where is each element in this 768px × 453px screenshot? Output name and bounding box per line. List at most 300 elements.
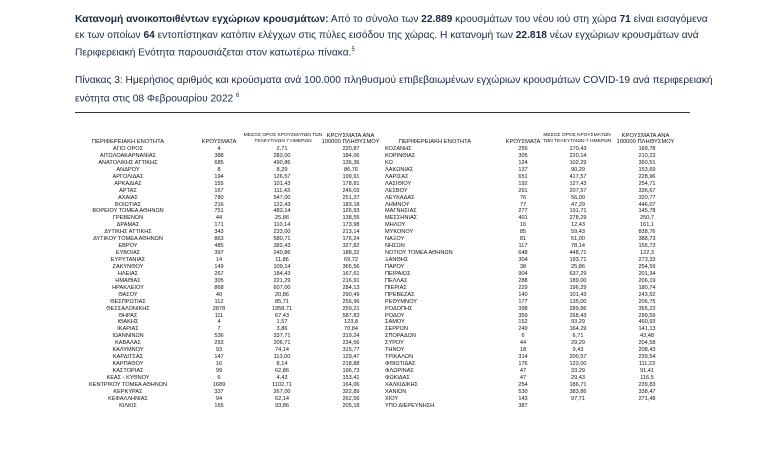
table-cell: 388 [214, 152, 224, 159]
header-region-right: ΠΕΡΙΦΕΡΕΙΑΚΗ ΕΝΟΤΗΤΑ [398, 139, 472, 145]
table-cell: 99 [215, 368, 223, 374]
table-cell: 206,75 [638, 298, 656, 305]
table-cell: 191,71 [569, 208, 587, 215]
table-cell: 259,21 [342, 305, 360, 312]
table-cell: 113,00 [273, 354, 291, 361]
table-cell: 29,43 [571, 374, 585, 381]
table-cell: 1102,71 [272, 381, 292, 388]
table-cell: ΤΗΝΟΥ [385, 347, 405, 354]
table-cell: ΑΡΓΟΛΙΔΑΣ [112, 173, 144, 180]
caption-footnote-ref: 6 [236, 92, 240, 99]
table-cell: 388,73 [638, 236, 656, 243]
table-cell: ΑΙΤΩΛΟΑΚΑΡΝΑΝΙΑΣ [99, 152, 157, 159]
table-cell: 4 [217, 146, 221, 152]
table-cell: 112 [214, 298, 224, 305]
table-cell: ΑΝΔΡΟΥ [116, 166, 140, 173]
table-cell: ΛΕΥΚΑΔΑΣ [385, 194, 415, 201]
table-cell: 417,57 [569, 173, 587, 180]
table-cell: 234,56 [342, 340, 360, 347]
table-cell: 91,41 [640, 368, 654, 374]
table-cell: 77 [519, 201, 527, 208]
table-cell: ΡΟΔΟΠΗΣ [385, 305, 413, 312]
table-cell: 171 [214, 222, 224, 229]
table-cell: ΕΒΡΟΥ [118, 243, 138, 250]
table-cell: 184,43 [273, 270, 291, 277]
table-cell: 186,71 [569, 381, 587, 388]
table-cell: ΑΡΚΑΔΙΑΣ [114, 180, 142, 187]
table-cell: 216 [214, 201, 224, 208]
table-cell: ΛΗΜΝΟΥ [385, 201, 410, 208]
table-cell: ΜΥΚΟΝΟΥ [385, 229, 414, 236]
table-cell: 102,29 [569, 159, 587, 166]
table-cell: ΑΡΤΑΣ [119, 187, 137, 194]
table-cell: ΠΑΡΟΥ [385, 263, 405, 270]
table-cell: 8,29 [276, 166, 288, 173]
table-cell: 129,47 [342, 354, 360, 361]
table-cell [616, 403, 678, 410]
table-cell: ΑΝΑΤΟΛΙΚΗΣ ΑΤΤΙΚΗΣ [98, 159, 158, 166]
table-cell: 153,41 [342, 374, 360, 381]
table_right-col-region [385, 146, 483, 410]
table-cell: ΙΘΑΚΗΣ [117, 319, 139, 326]
table-cell: 11,86 [275, 257, 289, 263]
table-cell: 9,43 [572, 347, 584, 354]
table-cell: ΚΕΑΣ - ΚΥΘΝΟΥ [106, 374, 150, 381]
table-cell: 277 [518, 208, 528, 215]
table-cell: 201,34 [638, 270, 656, 277]
table-cell: 207,57 [569, 187, 587, 194]
table-cell: 20,86 [275, 291, 289, 298]
table-cell: 490,86 [273, 159, 291, 166]
table-cell: 183,18 [342, 201, 360, 208]
table-cell: ΣΕΡΡΩΝ [385, 326, 408, 333]
table-cell: 196,73 [342, 368, 360, 374]
table-cell: 167 [214, 187, 224, 194]
table-cell: 305 [214, 277, 224, 284]
table-cell: 221,29 [273, 277, 291, 284]
table-cell: ΚΑΒΑΛΑΣ [115, 340, 141, 347]
table-cell: 387 [518, 402, 528, 409]
table-cell: 2878 [212, 305, 226, 312]
table-cell: 401 [518, 215, 528, 222]
paragraph-text-3: είναι εισαγόμενα εκ των οποίων [75, 14, 708, 41]
table-cell: 320,77 [638, 194, 656, 201]
table-cell: 69,72 [344, 257, 358, 263]
table-cell: 149 [214, 263, 224, 270]
table-cell: 220,87 [342, 146, 360, 152]
table-cell: 359 [518, 312, 528, 319]
table-cell: ΒΟΡΕΙΟΥ ΤΟΜΕΑ ΑΘΗΝΩΝ [92, 208, 164, 215]
table-cell: 8,14 [276, 361, 288, 368]
table-cell: 16 [215, 361, 223, 368]
table-cell: 397 [214, 250, 224, 257]
paragraph-text-1: Από το σύνολο των [328, 14, 422, 25]
table_right-col-cases [500, 146, 546, 410]
table-cell: 216,91 [342, 277, 360, 284]
table-cell: 38 [519, 263, 527, 270]
table-cell: 93 [215, 347, 223, 354]
table-cell: 299,59 [638, 312, 656, 319]
table-cell [542, 403, 614, 410]
table-cell: 343 [214, 229, 224, 236]
table-cell: 206,71 [273, 340, 291, 347]
table-cell: 169,78 [638, 146, 656, 152]
table-cell: 51,00 [571, 236, 585, 243]
table-cell: ΚΑΡΔΙΤΣΑΣ [112, 354, 144, 361]
table-cell: 94 [215, 395, 223, 402]
table-cell: 176 [518, 361, 528, 368]
header-cases-right: ΚΡΟΥΣΜΑΤΑ [505, 139, 541, 145]
table-cell: 536 [214, 333, 224, 340]
table-cell: ΦΩΚΙΔΑΣ [385, 374, 410, 381]
table-cell: 85,71 [275, 298, 289, 305]
table-cell: 338,47 [638, 388, 656, 395]
table-cell: 685 [214, 159, 224, 166]
table-cell: 138,55 [342, 215, 360, 222]
table-cell: 152 [518, 319, 528, 326]
table-cell: 33,29 [571, 368, 585, 374]
table-cell: 59,43 [571, 229, 585, 236]
table-cell: 1,57 [276, 319, 288, 326]
table-cell: 123,00 [569, 361, 587, 368]
table-cell: 44 [215, 215, 223, 222]
table_left-col-cases [196, 146, 242, 410]
table-cell: ΤΡΙΚΑΛΩΝ [385, 354, 414, 361]
table-cell: 485 [214, 243, 224, 250]
table-cell: ΧΙΟΥ [385, 395, 399, 402]
table-cell: ΗΜΑΘΙΑΣ [115, 277, 141, 284]
table-cell: 240,86 [273, 250, 291, 257]
caption-text: Πίνακας 3: Ημερήσιος αριθμός και κρούσματα ανά 100.000 πληθυσμού επιβεβαιωμένων εγχώριων κρουσμάτων COVID-19 ανά περιφερειακή ενότητα στις 08 Φεβρουαρίου 2022 [75, 75, 713, 104]
table-cell: 110,14 [273, 222, 291, 229]
table-cell: ΙΚΑΡΙΑΣ [117, 326, 139, 333]
table-cell: 81 [519, 236, 527, 243]
table-cell: 78,14 [571, 243, 585, 250]
table-cell: 126,93 [342, 208, 360, 215]
table-cell: 93,29 [571, 319, 585, 326]
table-cell: 587,83 [342, 312, 360, 319]
table-cell: 4,43 [276, 374, 288, 381]
table-cell: 336,67 [638, 187, 656, 194]
table-cell: 170,43 [569, 146, 587, 152]
table-cell: 262,56 [342, 395, 360, 402]
table-cell: 239,83 [638, 381, 656, 388]
table-cell: 863 [214, 236, 224, 243]
table-cell: 268,43 [569, 312, 587, 319]
table-cell: 398 [518, 305, 528, 312]
table-cell: 243,52 [638, 291, 656, 298]
table-cell: 14 [215, 257, 223, 263]
table-cell: ΣΥΡΟΥ [385, 340, 404, 347]
table-cell: 278,29 [569, 215, 587, 222]
table-cell: ΚΟΖΑΝΗΣ [385, 146, 412, 152]
table-cell: 56,00 [571, 194, 585, 201]
table-cell: 6,71 [572, 333, 584, 340]
table-cell: ΔΥΤΙΚΗΣ ΑΤΤΙΚΗΣ [104, 229, 152, 236]
paragraph-text-2: κρουσμάτων του νέου ιού στη χώρα [452, 14, 620, 25]
table-cell: ΥΠΟ ΔΙΕΡΕΥΝΗΣΗ [385, 402, 435, 409]
table-cell: 254 [518, 381, 528, 388]
table-cell: ΝΗΣΩΝ [385, 243, 405, 250]
table-cell: 4 [217, 319, 221, 326]
table-cell: 177 [518, 298, 528, 305]
table-cell: 189,00 [569, 277, 587, 284]
intro-paragraph [75, 12, 715, 61]
table-cell: 530 [518, 388, 528, 395]
table-cell: ΦΛΩΡΙΝΑΣ [385, 368, 414, 374]
table-cell: 184,06 [342, 152, 360, 159]
table-cell: 6 [217, 374, 221, 381]
table-cell: 267 [214, 270, 224, 277]
table-cell: ΛΑΣΙΘΙΟΥ [385, 180, 412, 187]
table-cell: 145,78 [638, 208, 656, 215]
table-cell: ΛΑΚΩΝΙΑΣ [385, 166, 414, 173]
table-cell: 180,74 [638, 284, 656, 291]
table-cell: 111,23 [638, 361, 656, 368]
table-cell: 383,86 [569, 388, 587, 395]
table-cell: 193,71 [569, 257, 587, 263]
table-cell: 382,43 [273, 243, 291, 250]
paragraph-text-5: νέων εγχώριων κρουσμάτων ανά Περιφερειακή Ενότητα παρουσιάζεται στον κατωτέρω πίνακα. [75, 29, 699, 59]
table-cell: 173,98 [342, 222, 360, 229]
table-cell: 228,96 [638, 173, 656, 180]
table-cell: 319,24 [342, 333, 360, 340]
table-cell: 122,43 [273, 201, 291, 208]
table-cell: 7 [217, 326, 221, 333]
table-cell: 137 [518, 166, 528, 173]
table-cell: 192 [518, 180, 528, 187]
table-cell: 117 [518, 243, 528, 250]
table-cell: 70,84 [344, 326, 358, 333]
table-cell: ΜΑΓΝΗΣΙΑΣ [385, 208, 417, 215]
table-cell: 290,49 [342, 291, 360, 298]
table-cell: 101,43 [569, 291, 587, 298]
table-cell: ΑΓΙΟ ΟΡΟΣ [112, 146, 144, 152]
table-cell: 284,13 [342, 284, 360, 291]
table-cell: 196,29 [569, 284, 587, 291]
table-cell: 460,93 [638, 319, 656, 326]
table-cell: ΣΑΜΟΥ [385, 319, 405, 326]
table-cell: 1689 [212, 381, 226, 388]
table-cell: 199,91 [342, 173, 360, 180]
table-top-rule [75, 112, 690, 113]
table-cell: 254,71 [638, 180, 656, 187]
table-cell: 44 [519, 340, 527, 347]
table-cell: ΣΠΟΡΑΔΩΝ [385, 333, 416, 340]
table-cell: 322,89 [342, 388, 360, 395]
table-cell: ΘΕΣΣΑΛΟΝΙΚΗΣ [106, 305, 150, 312]
header-cases-left: ΚΡΟΥΣΜΑΤΑ [201, 139, 237, 145]
table-cell: 751 [214, 208, 224, 215]
table-cell: 213,14 [342, 229, 360, 236]
table_left-col-per100k [320, 146, 382, 410]
table-cell: 314 [518, 354, 528, 361]
table-cell: 337,71 [273, 333, 291, 340]
table-cell: ΗΡΑΚΛΕΙΟΥ [112, 284, 144, 291]
table-cell: 355,23 [638, 305, 656, 312]
table-cell: ΠΕΙΡΑΙΩΣ [385, 270, 411, 277]
table-cell: 868 [214, 284, 224, 291]
table-cell: 580,71 [273, 236, 291, 243]
table-cell: ΝΟΤΙΟΥ ΤΟΜΕΑ ΑΘΗΝΩΝ [385, 250, 453, 257]
table-cell: 904 [518, 270, 528, 277]
table-cell: ΙΩΑΝΝΙΝΩΝ [112, 333, 144, 340]
table-cell: 448,71 [569, 250, 587, 257]
table-cell: 126,57 [273, 173, 291, 180]
table-cell: ΘΗΡΑΣ [118, 312, 138, 319]
table-cell: 267,00 [273, 388, 291, 395]
table-cell: 136,36 [342, 159, 360, 166]
table-cell: ΔΡΑΜΑΣ [116, 222, 140, 229]
table-cell: ΚΕΝΤΡΙΚΟΥ ΤΟΜΕΑ ΑΘΗΝΩΝ [88, 381, 167, 388]
table-cell: 165 [214, 402, 224, 409]
table-cell: 200,57 [569, 354, 587, 361]
table-cell: 127,43 [569, 180, 587, 187]
table-cell: 123,8 [344, 319, 358, 326]
table-cell: 93,86 [275, 402, 289, 409]
table-cell: 483,14 [273, 208, 291, 215]
table-cell: 111 [214, 312, 224, 319]
table-cell: ΡΟΔΟΥ [385, 312, 405, 319]
table-cell: 67,43 [275, 312, 289, 319]
table-cell: ΛΑΡΙΣΑΣ [385, 173, 409, 180]
table-cell: 18 [519, 347, 527, 354]
table-cell: ΠΕΛΛΑΣ [385, 277, 408, 284]
table-cell: 47,29 [571, 201, 585, 208]
table-cell: 25,86 [275, 215, 289, 222]
table-cell: 62,86 [275, 368, 289, 374]
table-cell: 25,86 [571, 263, 585, 270]
table-cell: 255 [518, 146, 528, 152]
table-cell: 218,88 [342, 361, 360, 368]
table-cell: 43,48 [640, 333, 654, 340]
table-cell: ΠΡΕΒΕΖΑΣ [385, 291, 415, 298]
table-cell: 194 [214, 173, 224, 180]
header-avg-right: ΜΕΣΟΣ ΟΡΟΣ ΚΡΟΥΣΜΑΤΩΝ ΤΩΝ ΤΕΛΕΥΤΑΙΩΝ 7 ΗΜΕΡΩΝ [542, 133, 612, 144]
table-cell: 780 [214, 194, 224, 201]
table-cell: 178,81 [342, 180, 360, 187]
header-per100k-left: ΚΡΟΥΣΜΑΤΑ ΑΝΑ 100000 ΠΛΗΘΥΣΜΟΥ [321, 133, 380, 146]
table-cell: ΔΥΤΙΚΟΥ ΤΟΜΕΑ ΑΘΗΝΩΝ [93, 236, 163, 243]
table-cell: 305 [518, 152, 528, 159]
table-cell: ΖΑΚΥΝΘΟΥ [112, 263, 144, 270]
table-cell: ΒΟΙΩΤΙΑΣ [115, 201, 141, 208]
table-cell: ΕΥΡΥΤΑΝΙΑΣ [110, 257, 146, 263]
paragraph-lead: Κατανομή ανοικοποιθέντων εγχώριων κρουσμάτων: [75, 14, 329, 25]
table-cell: 256,96 [342, 298, 360, 305]
table-cell: ΧΑΝΙΩΝ [385, 388, 407, 395]
table-cell: 637,29 [569, 270, 587, 277]
table-cell: ΝΑΞΟΥ [385, 236, 405, 243]
table-cell: 16 [519, 222, 527, 229]
table-cell: 167,61 [342, 270, 360, 277]
table-cell: 291 [518, 187, 528, 194]
table-cell: 141,13 [638, 326, 656, 333]
table-cell: 547,00 [273, 194, 291, 201]
table-cell: 122,3 [640, 250, 654, 257]
table-cell: 124 [518, 159, 528, 166]
table-cell: 205,18 [342, 402, 360, 409]
table-cell: 651 [518, 173, 528, 180]
table-cell: 153,69 [638, 166, 656, 173]
table-cell: 271,48 [638, 395, 656, 402]
table-cell: 251,37 [342, 194, 360, 201]
table_right-col-avg [542, 146, 614, 410]
table-cell: 176,24 [342, 236, 360, 243]
table-cell: 140 [518, 291, 528, 298]
table-cell: 135,00 [569, 298, 587, 305]
table-cell: 29,29 [571, 340, 585, 347]
table-cell: 283,00 [273, 152, 291, 159]
table-cell: 155 [214, 180, 224, 187]
table-cell: 101,43 [273, 180, 291, 187]
table-cell: 289,86 [569, 305, 587, 312]
table-cell: ΠΙΕΡΙΑΣ [385, 284, 407, 291]
table-cell: 111,43 [273, 187, 291, 194]
table-cell: 2,71 [276, 146, 288, 152]
table-cell: 220,14 [569, 152, 587, 159]
table-cell: 97,71 [571, 395, 585, 402]
total-cases: 22.889 [421, 14, 453, 25]
table-cell: 288 [518, 277, 528, 284]
table-cell: 337 [214, 388, 224, 395]
table-cell: 188,32 [342, 250, 360, 257]
table-cell: 210,23 [638, 152, 656, 159]
table-cell: 161,1 [640, 222, 654, 229]
table-cell: ΗΛΕΙΑΣ [117, 270, 139, 277]
table-cell: 273,33 [638, 257, 656, 263]
imported-cases: 71 [619, 14, 631, 25]
table-cell: 12,43 [571, 222, 585, 229]
table-cell: 246,03 [342, 187, 360, 194]
table-cell: 607,00 [273, 284, 291, 291]
table-cell: ΚΕΦΑΛΛΗΝΙΑΣ [108, 395, 148, 402]
header-per100k-right: ΚΡΟΥΣΜΑΤΑ ΑΝΑ 100000 ΠΛΗΘΥΣΜΟΥ [616, 133, 675, 146]
table-cell: 164,06 [342, 381, 360, 388]
table-cell: 76 [519, 194, 527, 201]
table-cell: ΓΡΕΒΕΝΩΝ [112, 215, 144, 222]
table-cell: 239,54 [638, 354, 656, 361]
table-cell: 85 [519, 229, 527, 236]
table-cell: 47 [519, 368, 527, 374]
table-cell: 250,7 [640, 215, 654, 222]
table-cell: ΡΕΘΥΜΝΟΥ [385, 298, 417, 305]
table-cell: 116,5 [640, 374, 654, 381]
table-cell: 147 [214, 354, 224, 361]
table-cell: ΑΧΑΪΑΣ [118, 194, 138, 201]
table-cell: 229 [518, 284, 528, 291]
table-cell: 365,56 [342, 263, 360, 270]
table-cell: ΕΥΒΟΙΑΣ [115, 250, 141, 257]
table-cell: 304 [518, 257, 528, 263]
table-cell: 208,43 [638, 347, 656, 354]
table-cell: 293 [214, 340, 224, 347]
header-region-left: ΠΕΡΙΦΕΡΕΙΑΚΗ ΕΝΟΤΗΤΑ [91, 139, 165, 145]
table-cell: ΘΕΣΠΡΩΤΙΑΣ [110, 298, 146, 305]
table-cell: 360,51 [638, 159, 656, 166]
header-avg-left: ΜΕΣΟΣ ΟΡΟΣ ΚΡΟΥΣΜΑΤΩΝ ΤΩΝ ΤΕΛΕΥΤΑΙΩΝ 7 ΗΜΕΡΩΝ [243, 133, 323, 144]
table-cell: 446,07 [638, 201, 656, 208]
table-cell: 86,76 [344, 166, 358, 173]
table-cell: 90,29 [571, 166, 585, 173]
table-cell: ΚΟΡΙΝΘΙΑΣ [385, 152, 416, 159]
table-cell: 8 [217, 166, 221, 173]
table-cell: 3,86 [276, 326, 288, 333]
table-cell: ΚΑΛΥΜΝΟΥ [112, 347, 144, 354]
table-cell: ΧΑΛΚΙΔΙΚΗΣ [385, 381, 419, 388]
table-cell: 249 [518, 326, 528, 333]
table-cell: 648 [518, 250, 528, 257]
